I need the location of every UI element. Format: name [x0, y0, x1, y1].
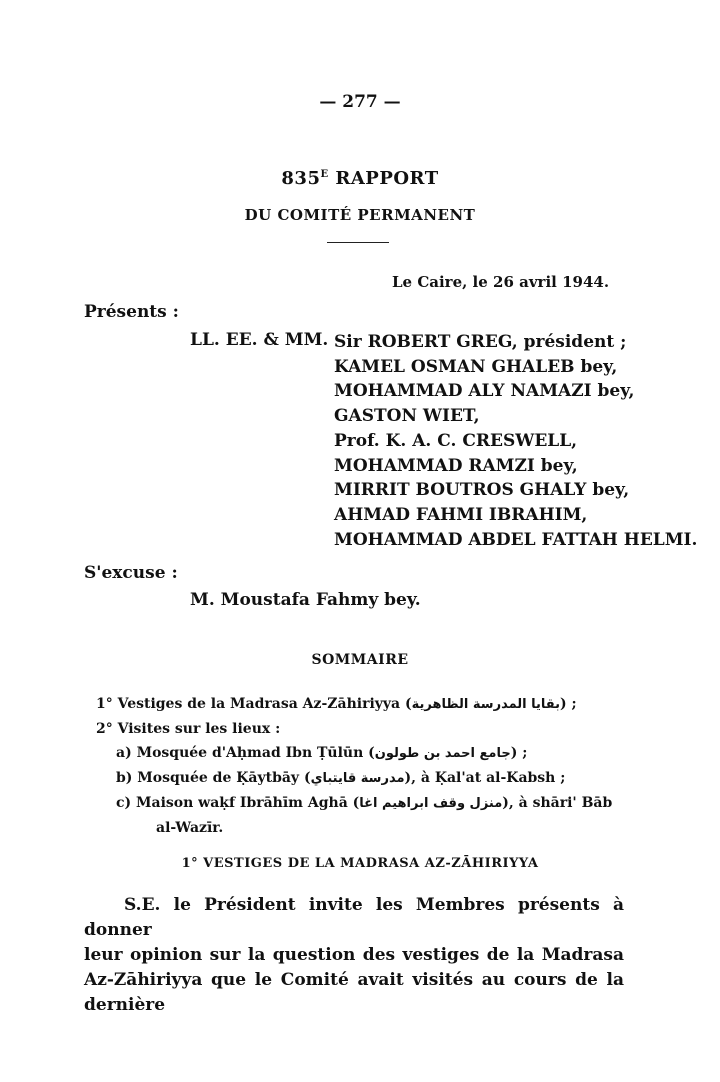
- member-item: KAMEL OSMAN GHALEB bey,: [334, 356, 618, 377]
- dateline: Le Caire, le 26 avril 1944.: [392, 273, 610, 291]
- summary-item-text: a) Mosquée d'Aḥmad Ibn Ṭūlūn (: [116, 745, 375, 761]
- body-line: Az-Zāhiriyya que le Comité avait visités au cours de la dernière: [84, 970, 624, 1015]
- report-title: [0, 168, 720, 189]
- report-subtitle: DU COMITÉ PERMANENT: [244, 206, 476, 224]
- report-number-suffix: E: [320, 169, 329, 180]
- summary-item-2a: [96, 741, 656, 766]
- summary-item-text: 1° Vestiges de la Madrasa Az-Zāhiriyya (: [96, 696, 412, 712]
- summary-item-2c: [96, 791, 656, 816]
- summary-item-tail: ), à Ḳal'at al-Kabsh ;: [404, 770, 566, 786]
- report-number: 835: [281, 168, 321, 189]
- arabic-title: بقايا المدرسة الظاهرية: [411, 697, 561, 712]
- summary-item-text: b) Mosquée de Ḳāytbāy (: [116, 770, 311, 786]
- member-item: MOHAMMAD ALY NAMAZI bey,: [334, 381, 635, 402]
- member-item: Sir ROBERT GREG, président ;: [334, 332, 627, 352]
- excuse-label: S'excuse :: [84, 563, 178, 583]
- summary-item-2b: [96, 766, 656, 791]
- sommaire-title: SOMMAIRE: [311, 652, 409, 668]
- member-item: AHMAD FAHMI IBRAHIM,: [334, 504, 588, 525]
- body-line: S.E. le Président invite les Membres présents à donner: [84, 895, 624, 940]
- member-item: Prof. K. A. C. CRESWELL,: [334, 430, 578, 451]
- presents-label: Présents :: [84, 302, 179, 322]
- body-paragraph: [84, 893, 624, 1018]
- members-list: [334, 330, 709, 552]
- summary-item-2c-continuation: al-Wazīr.: [156, 820, 224, 836]
- member-item: MOHAMMAD ABDEL FATTAH HELMI.: [334, 529, 698, 550]
- summary-item-tail: ) ;: [560, 696, 577, 712]
- arabic-title: منزل وقف ابراهيم اغا: [359, 796, 503, 811]
- summary-item-tail: ), à shāri' Bāb: [502, 795, 613, 811]
- arabic-title: جامع احمد بن طولون: [374, 746, 511, 761]
- summary-item-text: c) Maison waḳf Ibrāhīm Aghā (: [116, 795, 360, 811]
- member-item: GASTON WIET,: [334, 406, 480, 427]
- members-lead: LL. EE. & MM.: [190, 330, 329, 350]
- summary-item-1: [96, 692, 656, 717]
- title-divider: [327, 242, 389, 243]
- excused-member: M. Moustafa Fahmy bey.: [190, 590, 421, 610]
- summary-list: [96, 692, 656, 840]
- arabic-title: مدرسة قايتباي: [310, 771, 405, 786]
- page-number: — 277 —: [319, 92, 401, 112]
- summary-item-tail: ) ;: [510, 745, 528, 761]
- report-word: RAPPORT: [335, 168, 439, 189]
- member-item: MIRRIT BOUTROS GHALY bey,: [334, 480, 630, 501]
- section-heading: 1° VESTIGES DE LA MADRASA AZ-ZĀHIRIYYA: [181, 856, 539, 871]
- summary-item-2: 2° Visites sur les lieux :: [96, 721, 281, 737]
- body-line: leur opinion sur la question des vestiges de la Madrasa: [84, 945, 624, 965]
- member-item: MOHAMMAD RAMZI bey,: [334, 455, 578, 476]
